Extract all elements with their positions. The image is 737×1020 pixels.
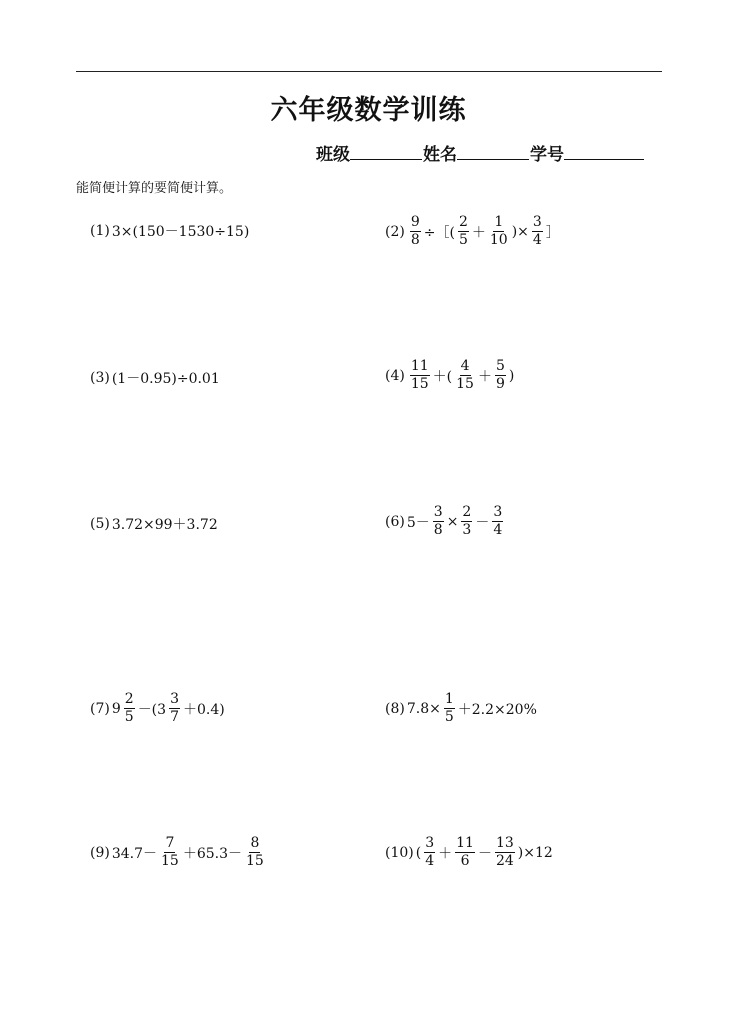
operator: 7.8×: [406, 700, 441, 717]
fraction: $\frac{1}{5}$: [444, 691, 454, 725]
problem-3: [90, 368, 220, 388]
problem-number: (3): [90, 370, 110, 386]
fraction: $\frac{2}{3}$: [462, 504, 472, 538]
operator: ): [508, 367, 515, 384]
fraction: $\frac{2}{5}$: [124, 691, 134, 725]
operator: －: [475, 514, 490, 531]
problem-number: (1): [90, 223, 110, 239]
operator: －: [477, 845, 492, 862]
operator: )×: [511, 223, 529, 240]
fraction: $\frac{2}{5}$: [458, 214, 468, 248]
fraction: $\frac{8}{15}$: [246, 835, 264, 869]
problem-7: [90, 691, 225, 726]
problem-9: [90, 835, 268, 870]
operator: ＋0.4): [182, 701, 225, 718]
operator: ］: [545, 224, 560, 241]
problem-6: [385, 504, 506, 539]
operator: －(3: [137, 701, 167, 718]
expression: (1－0.95)÷0.01: [111, 371, 220, 387]
fraction: $\frac{5}{9}$: [495, 358, 505, 392]
operator: ＋: [471, 224, 486, 241]
problem-number: (7): [90, 700, 110, 717]
id-blank[interactable]: [564, 141, 644, 160]
name-blank[interactable]: [457, 141, 529, 160]
page-title: 六年级数学训练: [270, 95, 467, 126]
operator: 5－: [406, 514, 430, 531]
fraction: $\frac{11}{15}$: [410, 358, 429, 392]
expression: 3.72×99＋3.72: [111, 517, 218, 533]
operator: (: [415, 844, 422, 861]
problem-8: [385, 691, 537, 726]
instruction: 能简便计算的要简便计算。: [76, 181, 233, 196]
operator: ÷［(: [423, 224, 455, 241]
fraction: $\frac{3}{4}$: [493, 504, 503, 538]
problem-5: [90, 514, 218, 534]
problem-1: [90, 221, 249, 241]
id-label: 学号: [530, 145, 564, 165]
operator: ＋65.3－: [182, 845, 243, 862]
fraction: $\frac{3}{4}$: [532, 214, 542, 248]
problem-number: (6): [385, 513, 405, 530]
fraction: $\frac{1}{10}$: [489, 214, 508, 248]
problem-number: (9): [90, 844, 110, 861]
fraction: $\frac{3}{4}$: [425, 835, 435, 869]
problem-10: [385, 835, 553, 870]
problem-number: (4): [385, 367, 405, 384]
operator: ×: [446, 513, 459, 530]
fraction: $\frac{9}{8}$: [410, 214, 420, 248]
operator: ＋: [438, 845, 453, 862]
whole-number: 9: [111, 700, 121, 717]
fraction: $\frac{13}{24}$: [495, 835, 514, 869]
problem-number: (2): [385, 223, 405, 240]
fraction: $\frac{3}{8}$: [433, 504, 443, 538]
class-blank[interactable]: [350, 141, 422, 160]
student-info: [316, 140, 645, 165]
fraction: $\frac{7}{15}$: [161, 835, 179, 869]
expression: 3×(150－1530÷15): [111, 224, 250, 240]
class-label: 班级: [316, 145, 350, 165]
header-rule: [76, 71, 662, 72]
problem-number: (8): [385, 700, 405, 717]
operator: )×12: [517, 844, 553, 861]
fraction: $\frac{11}{6}$: [456, 835, 474, 869]
operator: ＋(: [432, 368, 453, 385]
operator: ＋: [477, 368, 492, 385]
fraction: $\frac{4}{15}$: [456, 358, 474, 392]
operator: ＋2.2×20%: [457, 701, 537, 718]
problem-number: (5): [90, 516, 110, 532]
fraction: $\frac{3}{7}$: [170, 691, 179, 725]
name-label: 姓名: [423, 145, 457, 165]
problem-2: [385, 214, 560, 249]
problem-number: (10): [385, 844, 414, 861]
problem-4: [385, 358, 514, 393]
operator: 34.7－: [111, 845, 158, 862]
